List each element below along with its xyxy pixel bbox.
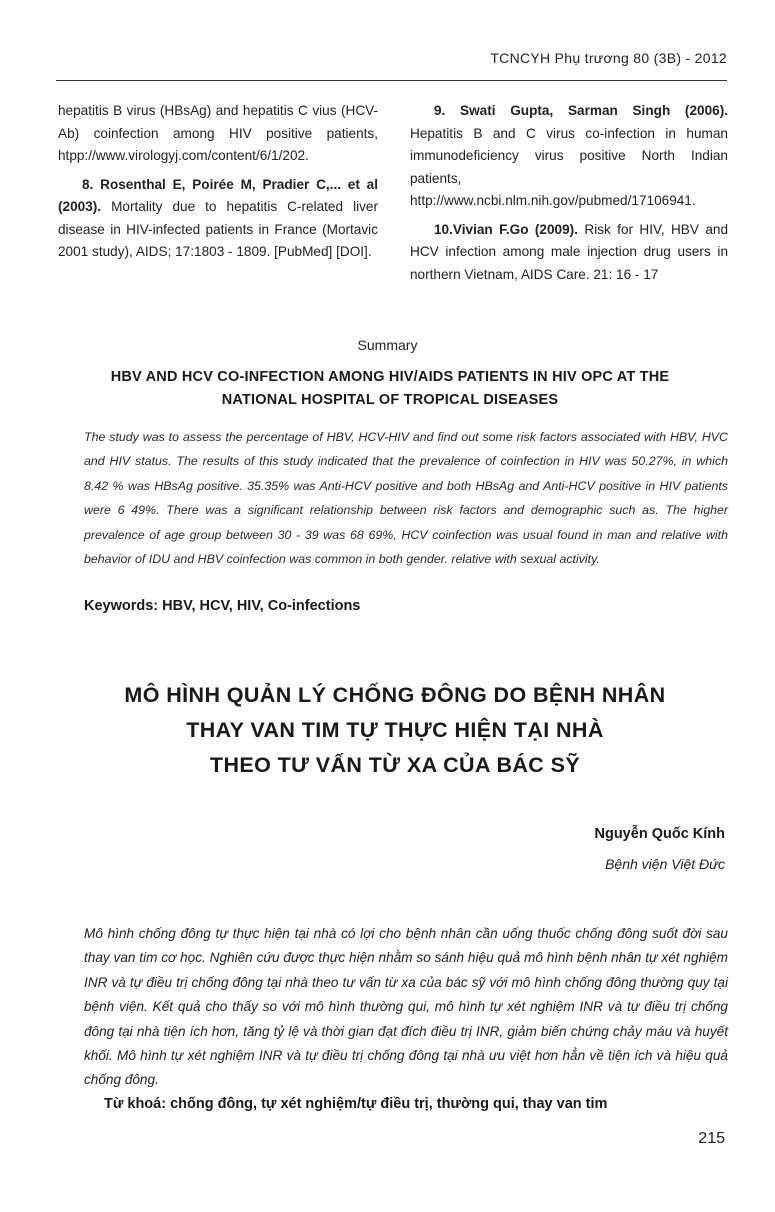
reference-authors: Rosenthal E, Poirée M, Pradier C,... et al (2003).	[58, 176, 378, 214]
reference-authors: Swati Gupta, Sarman Singh (2006).	[460, 103, 728, 118]
article-title-line: THAY VAN TIM TỰ THỰC HIỆN TẠI NHÀ	[186, 718, 604, 742]
article-abstract: Mô hình chống đông tự thực hiện tại nhà có lợi cho bệnh nhân cần uống thuốc chống đông suốt đời sau thay van tim cơ học. Nghiên cứu được thực hiện nhằm so sánh hiệu quả mô hình bệnh nhân tự xét nghiệm INR và tự điều trị chống đông tại nhà theo tư vấn từ xa của bác sỹ với mô hình chống đông thường quy tại bệnh viện. Kết quả cho thấy so với mô hình thường qui, mô hình tự xét nghiệm INR và tự điều trị chống đông tại nhà tiện ích hơn, tăng tỷ lệ và thời gian đạt đích điều trị INR, giảm biến chứng chảy máu và huyết khối. Mô hình tự xét nghiệm INR và tự điều trị chống đông tại nhà ưu việt hơn hẳn về tiện ích và hiệu quả chống đông.	[84, 926, 728, 1088]
reference-item	[410, 100, 728, 213]
reference-text: Risk for HIV, HBV and HCV infection among male injection drug users in northern Vietnam, AIDS Care. 21: 16 - 17	[410, 221, 728, 282]
references-right-column	[410, 100, 728, 292]
summary-abstract: The study was to assess the percentage of HBV, HCV-HIV and find out some risk factors associated with HBV, HVC and HIV status. The results of this study indicated that the prevalence of coinfection in HIV was 50.27%, in which 8.42 % was HBsAg positive. 35.35% was Anti-HCV positive and both HBsAg and Anti-HCV positive in HIV patients were 6 49%. There was a significant relationship between risk factors and demographic such as. The higher prevalence of age group between 30 - 39 was 68 69%, HCV coinfection was usual found in man and relative with behavior of IDU and HBV coinfection was common in both gender. relative with sexual activity.	[84, 430, 728, 567]
article-title-line: MÔ HÌNH QUẢN LÝ CHỐNG ĐÔNG DO BỆNH NHÂN	[124, 683, 666, 707]
article-title-line: THEO TƯ VẤN TỪ XA CỦA BÁC SỸ	[209, 753, 581, 777]
reference-number: 9.	[434, 103, 446, 118]
reference-text: Hepatitis B and C virus co-infection in human immunodeficiency virus positive North Indian patients, http://www.ncbi.nlm.nih.gov/pubmed/17106941.	[410, 125, 728, 208]
reference-item	[410, 219, 728, 287]
summary-keywords: Keywords: HBV, HCV, HIV, Co-infections	[84, 598, 361, 614]
reference-text: Mortality due to hepatitis C-related liver disease in HIV-infected patients in France (Mortavic 2001 study), AIDS; 17:1803 - 1809. [PubMed] [DOI].	[58, 199, 378, 259]
article-title	[60, 678, 730, 783]
reference-number: 10.	[434, 221, 453, 237]
article-keywords: Từ khoá: chống đông, tự xét nghiệm/tự điều trị, thường qui, thay van tim	[104, 1096, 608, 1112]
article-affiliation: Bệnh viện Việt Đức	[605, 856, 725, 872]
header-rule	[56, 80, 727, 81]
references-section	[58, 100, 728, 330]
article-author: Nguyễn Quốc Kính	[594, 826, 725, 842]
reference-item	[58, 174, 378, 264]
reference-number: 8.	[82, 176, 94, 192]
page-number: 215	[698, 1130, 725, 1147]
reference-text: hepatitis B virus (HBsAg) and hepatitis C vius (HCV-Ab) coinfection among HIV positive patients, htpp://www.virologyj.com/content/6/1/202.	[58, 103, 378, 163]
reference-item	[58, 100, 378, 168]
references-left-column	[58, 100, 378, 270]
reference-authors: Vivian F.Go (2009).	[452, 221, 578, 237]
summary-heading: Summary	[357, 337, 418, 353]
summary-title: HBV AND HCV CO-INFECTION AMONG HIV/AIDS PATIENTS IN HIV OPC AT THE NATIONAL HOSPITAL OF TROPICAL DISEASES	[110, 369, 670, 408]
running-head: TCNCYH Phụ trương 80 (3B) - 2012	[490, 50, 727, 66]
